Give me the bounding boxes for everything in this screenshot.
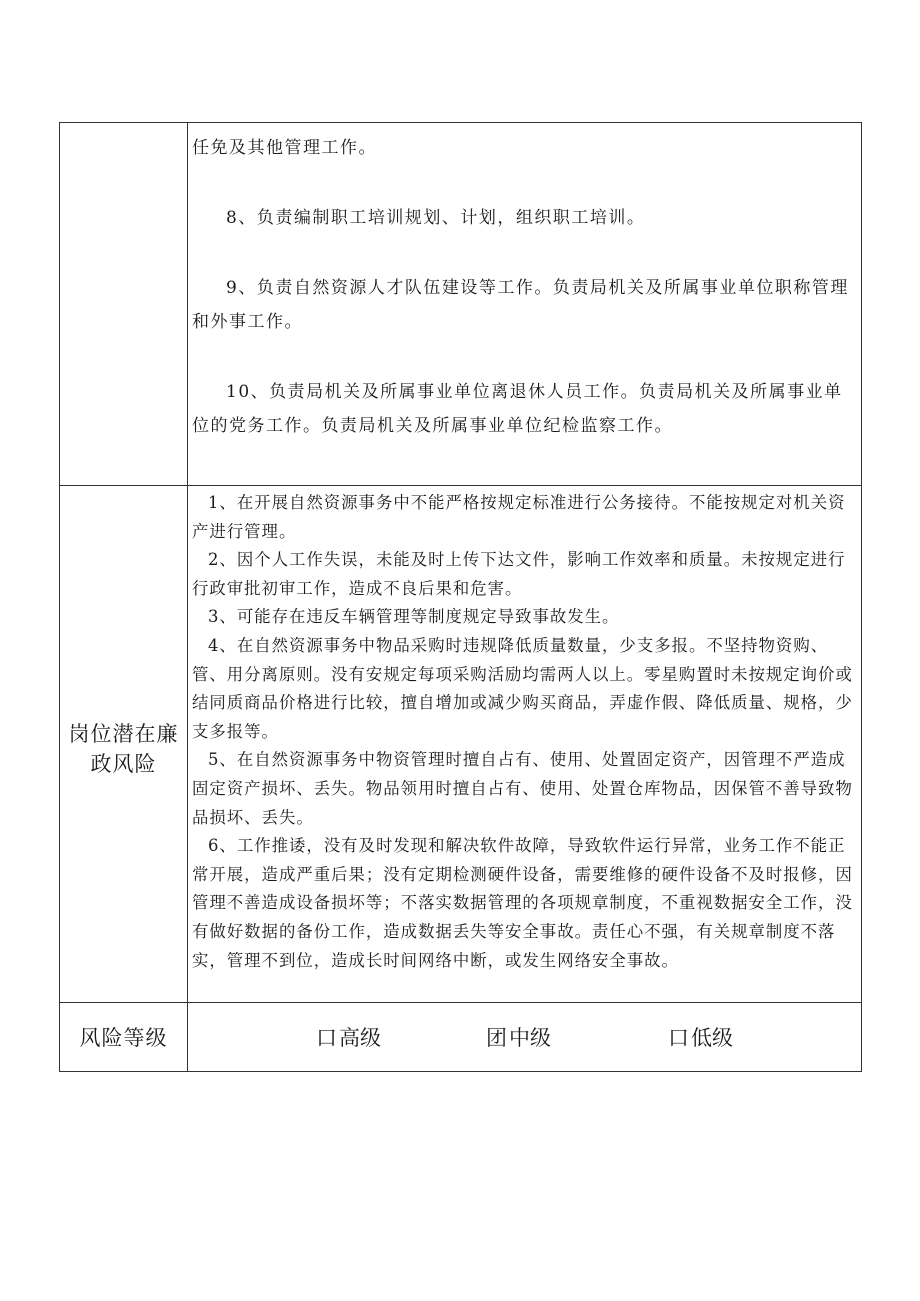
- risk-item-2: 2、因个人工作失误，未能及时上传下达文件，影响工作效率和质量。未按规定进行行政审批初审工作，造成不良后果和危害。: [192, 550, 846, 598]
- duties-content-cell: [188, 123, 862, 486]
- level-option-high-label: 高级: [339, 1026, 381, 1050]
- checkbox-checked-icon: 团: [486, 1026, 507, 1050]
- risk-item-1: 1、在开展自然资源事务中不能严格按规定标准进行公务接待。不能按规定对机关资产进行管理。: [192, 493, 846, 541]
- risk-item-6: 6、工作推诿，没有及时发现和解决软件故障，导致软件运行异常，业务工作不能正常开展，造成严重后果；没有定期检测硬件设备，需要维修的硬件设备不及时报修，因管理不善造成设备损坏等；不落实数据管理的各项规章制度，不重视数据安全工作，没有做好数据的备份工作，造成数据丢失等安全事故。责任心不强，有关规章制度不落实，管理不到位，造成长时间网络中断，或发生网络安全事故。: [192, 836, 853, 970]
- duties-label-cell: [60, 123, 188, 486]
- level-option-low[interactable]: [668, 1022, 733, 1052]
- level-row: [60, 1003, 862, 1072]
- duty-item-8: 8、负责编制职工培训规划、计划，组织职工培训。: [226, 208, 646, 228]
- risk-item-4: 4、在自然资源事务中物品采购时违规降低质量数量，少支多报。不坚持物资购、管、用分离原则。没有安规定每项采购活励均需两人以上。零星购置时未按规定询价或结同质商品价格进行比较，擅自增加或减少购买商品，弄虚作假、降低质量、规格，少支多报等。: [192, 635, 853, 741]
- checkbox-unchecked-icon: 口: [668, 1026, 689, 1050]
- risk-label-cell: [60, 486, 188, 1003]
- duty-line-continued: 任免及其他管理工作。: [192, 138, 377, 158]
- checkbox-unchecked-icon: 口: [316, 1026, 337, 1050]
- level-option-medium[interactable]: [486, 1022, 551, 1052]
- risk-content-cell: [188, 486, 862, 1003]
- level-option-low-label: 低级: [691, 1026, 733, 1050]
- level-option-medium-label: 中级: [509, 1026, 551, 1050]
- risk-row: [60, 486, 862, 1003]
- level-label: 风险等级: [79, 1026, 168, 1050]
- risk-item-3: 3、可能存在违反车辆管理等制度规定导致事故发生。: [208, 607, 620, 627]
- level-option-high[interactable]: [316, 1022, 381, 1052]
- level-options-cell: [188, 1003, 862, 1072]
- duties-row: [60, 123, 862, 486]
- risk-label: 岗位潜在廉政风险: [68, 722, 179, 776]
- duty-item-9: 9、负责自然资源人才队伍建设等工作。负责局机关及所属事业单位职称管理和外事工作。: [192, 278, 849, 332]
- post-risk-table: [59, 122, 862, 1072]
- level-label-cell: [60, 1003, 188, 1072]
- risk-item-5: 5、在自然资源事务中物资管理时擅自占有、使用、处置固定资产，因管理不严造成固定资产损坏、丢失。物品领用时擅自占有、使用、处置仓库物品，因保管不善导致物品损坏、丢失。: [192, 750, 853, 827]
- duty-item-10: 10、负责局机关及所属事业单位离退休人员工作。负责局机关及所属事业单位的党务工作。负责局机关及所属事业单位纪检监察工作。: [192, 382, 843, 436]
